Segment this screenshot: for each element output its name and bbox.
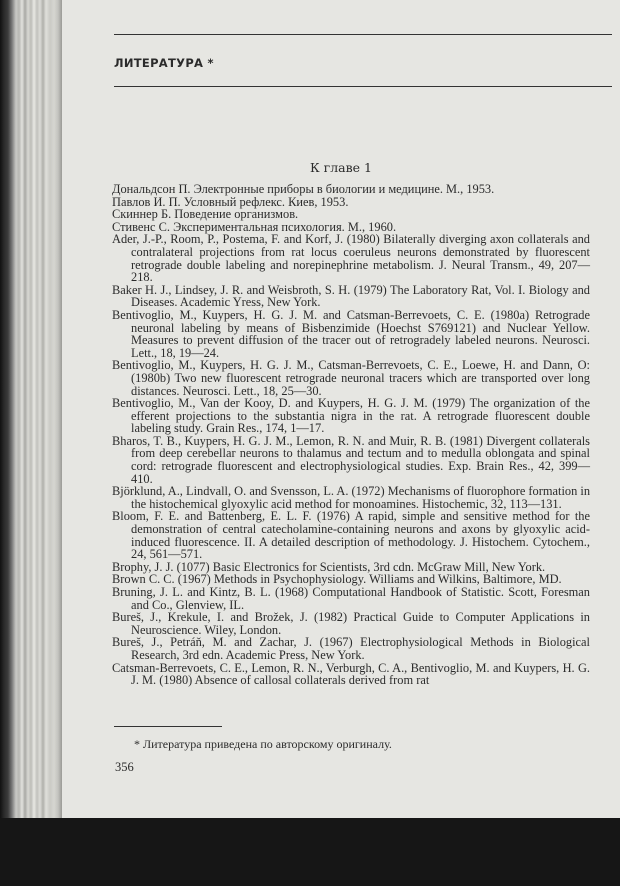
reference-entry: Bentivoglio, M., Kuypers, H. G. J. M. and Catsman-Berrevoets, C. E. (1980a) Retrograde neuronal labeling by means of Bisbenzimide (Hoechst S769121) and Nuclear Yellow. Measures to prevent diffusion of the tracer out of retrogradely labeled neurons. Neurosci. Lett., 18, 19—24.: [112, 307, 590, 360]
reference-entry: Brophy, J. J. (1077) Basic Electronics for Scientists, 3rd cdn. McGraw Mill, New York.: [112, 559, 546, 574]
footnote: * Литература приведена по авторскому оригиналу.: [134, 737, 392, 751]
chapter-heading: К главе 1: [310, 160, 372, 175]
reference-entry: Дональдсон П. Электронные приборы в биологии и медицине. М., 1953.: [112, 182, 495, 196]
page-number: 356: [115, 760, 134, 774]
reference-list: [112, 183, 590, 687]
reference-entry: Björklund, A., Lindvall, O. and Svensson, L. A. (1972) Mechanisms of fluorophore formation in the histochemical glyoxylic acid method for monoamines. Histochemic, 32, 113—131.: [112, 484, 591, 511]
reference-entry: Bentivoglio, M., Kuypers, H. G. J. M., Catsman-Berrevoets, C. E., Loewe, H. and Dann, O: (1980b) Two new fluorescent retrograde neuronal tracers which are transported over long distances. Neurosci. Lett., 18, 25—30.: [112, 358, 590, 398]
reference-entry: Baker H. J., Lindsey, J. R. and Weisbroth, S. H. (1979) The Laboratory Rat, Vol. I. Biology and Diseases. Academic Yress, New York.: [112, 282, 590, 310]
reference-entry: Brown C. C. (1967) Methods in Psychophysiology. Williams and Wilkins, Baltimore, MD.: [112, 572, 562, 587]
reference-entry: Павлов И. П. Условный рефлекс. Киев, 1953.: [112, 194, 349, 209]
reference-entry: Catsman-Berrevoets, C. E., Lemon, R. N., Verburgh, C. A., Bentivoglio, M. and Kuypers, H. G. J. M. (1980) Absence of callosal collaterals derived from rat: [112, 660, 590, 688]
header-top-rule: [114, 34, 612, 35]
reference-entry: Bureš, J., Krekule, I. and Brožek, J. (1982) Practical Guide to Computer Applications in Neuroscience. Wiley, London.: [112, 610, 590, 637]
book-spine-edges: [0, 0, 62, 818]
reference-entry: Bharos, T. B., Kuypers, H. G. J. M., Lemon, R. N. and Muir, R. B. (1981) Divergent collaterals from deep cerebellar neurons to thalamus and tectum and to medulla oblongata and spinal cord: retrograde fluorescent and electrophysiological studies. Exp. Brain Res., 42, 399—410.: [112, 433, 590, 486]
scan-bottom-shadow: [0, 818, 620, 886]
reference-entry: Ader, J.-P., Room, P., Postema, F. and Korf, J. (1980) Bilaterally diverging axon collaterals and contralateral projections from rat locus coeruleus neurons demonstrated by fluorescent retrograde double labeling and norepinephrine metabolism. J. Neural Transm., 49, 207—218.: [112, 232, 590, 285]
header-bottom-rule: [114, 86, 612, 87]
reference-entry: Bloom, F. E. and Battenberg, E. L. F. (1976) A rapid, simple and sensitive method for the demonstration of central catecholamine-containing neurons and axons by glyoxylic acid-induced fluorescence. II. A detailed description of methodology. J. Histochem. Cytochem., 24, 561—571.: [112, 509, 590, 562]
reference-entry: Bentivoglio, M., Van der Kooy, D. and Kuypers, H. G. J. M. (1979) The organization of the efferent projections to the substantia nigra in the rat. A retrograde fluorescent double labeling study. Grain Res., 174, 1—17.: [112, 396, 590, 436]
reference-entry: Стивенс С. Экспериментальная психология. М., 1960.: [112, 219, 397, 234]
book-page: [62, 0, 620, 818]
reference-entry: Bruning, J. L. and Kintz, B. L. (1968) Computational Handbook of Statistic. Scott, Foresman and Co., Glenview, IL.: [112, 585, 590, 612]
running-header: ЛИТЕРАТУРА *: [114, 56, 214, 70]
reference-entry: Скиннер Б. Поведение организмов.: [112, 207, 299, 222]
footnote-rule: [114, 726, 222, 727]
reference-entry: Bureš, J., Petráň, M. and Zachar, J. (1967) Electrophysiological Methods in Biological Research, 3rd edn. Academic Press, New York.: [112, 635, 590, 662]
